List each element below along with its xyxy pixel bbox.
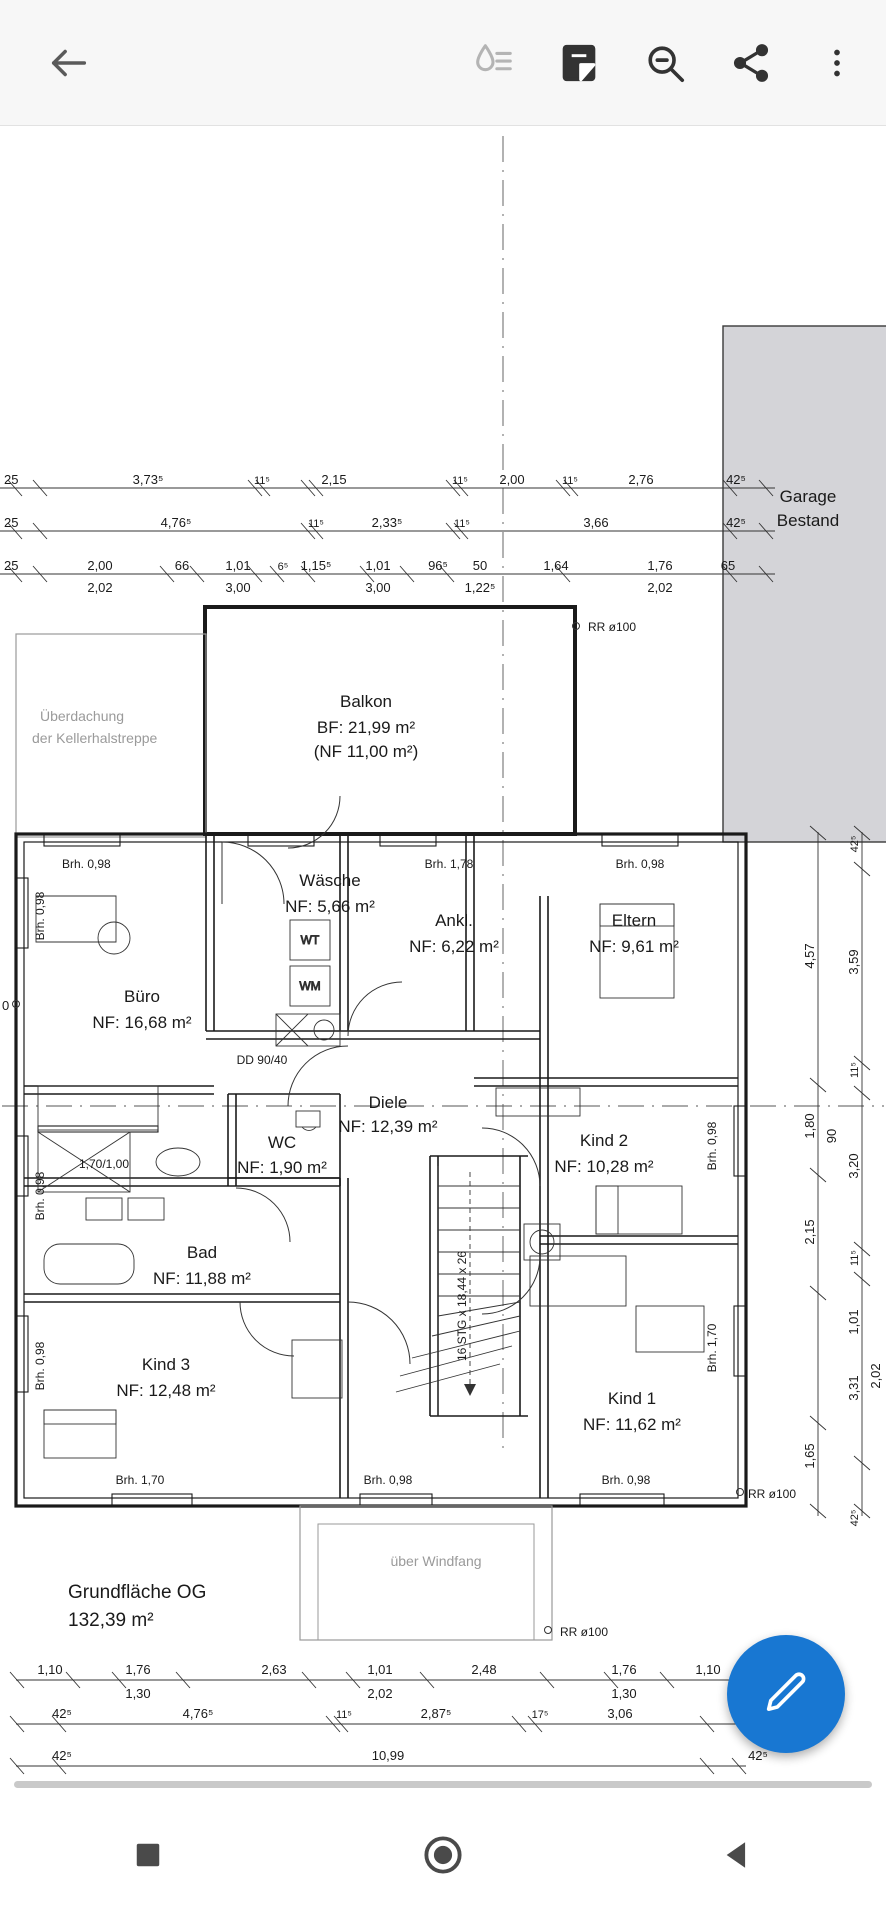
dim-top2-4: 11⁵	[454, 518, 470, 530]
dim-right2-4: 11⁵	[849, 1250, 861, 1266]
dim-top3b-3: 1,22⁵	[464, 580, 496, 595]
dim-bot3-1: 10,99	[371, 1748, 405, 1763]
dim-bot1-0: 1,10	[37, 1662, 63, 1677]
dim-bot2-1: 4,76⁵	[182, 1706, 214, 1721]
brh-label-7: Brh. 1,70	[705, 1323, 719, 1373]
brh-label-0: Brh. 0,98	[62, 857, 111, 871]
dim-right2-7: 2,02	[868, 1363, 883, 1389]
brh-label-5: Brh. 0,98	[33, 1341, 47, 1391]
dim-top2-2: 11⁵	[308, 518, 324, 530]
brh-label-10: Brh. 0,98	[601, 1473, 651, 1487]
dim-bot1-5: 1,76	[611, 1662, 637, 1677]
dim-bot1-4: 2,48	[471, 1662, 497, 1677]
room-buero-name: Büro	[124, 987, 160, 1006]
dim-top1-7: 2,76	[628, 472, 654, 487]
appliance-label-wt: WT	[300, 933, 320, 947]
brh-label-1: Brh. 1,78	[424, 857, 474, 871]
dim-top3-9: 1,64	[543, 558, 569, 573]
dim-bot3-0: 42⁵	[52, 1748, 72, 1763]
brh-label-6: Brh. 0,98	[705, 1121, 719, 1171]
stair-label: 16 STG x 18,44 x 26	[455, 1250, 469, 1362]
room-balkon-area: BF: 21,99 m²	[316, 718, 416, 737]
room-kind3-area: NF: 12,48 m²	[116, 1381, 216, 1400]
dim-top3b-2: 3,00	[365, 580, 391, 595]
dim-bot3-2: 42⁵	[748, 1748, 768, 1763]
dim-top3-8: 50	[472, 558, 488, 573]
brh-label-3: Brh. 0,98	[33, 891, 47, 941]
circle-home-icon	[422, 1834, 464, 1876]
room-ankl-area: NF: 6,22 m²	[409, 937, 499, 956]
brh-label-8: Brh. 1,70	[115, 1473, 165, 1487]
room-diele-area: NF: 12,39 m²	[338, 1117, 438, 1136]
overflow-menu-button[interactable]	[794, 20, 880, 106]
dim-right2-8: 42⁵	[849, 1509, 861, 1527]
dim-top1-5: 2,00	[499, 472, 525, 487]
dim-top3-7: 96⁵	[428, 558, 448, 573]
dim-top1-1: 3,73⁵	[132, 472, 164, 487]
area-title-line1: Grundfläche OG	[68, 1582, 207, 1603]
windfang-label: über Windfang	[390, 1553, 482, 1569]
home-button[interactable]	[383, 1795, 503, 1915]
room-kind1-name: Kind 1	[607, 1389, 657, 1408]
dim-top3b-0: 2,02	[87, 580, 113, 595]
dim-top2-1: 4,76⁵	[160, 515, 192, 530]
dim-top1-8: 42⁵	[726, 472, 746, 487]
dim-top1-4: 11⁵	[452, 475, 468, 487]
garage-block	[720, 326, 886, 842]
more-vertical-icon	[819, 45, 855, 81]
floorplan-canvas[interactable]	[0, 126, 886, 1788]
garage-label-1: Garage	[779, 487, 837, 506]
room-kind2-area: NF: 10,28 m²	[554, 1157, 654, 1176]
dim-right2-1: 3,59	[846, 949, 861, 975]
room-balkon-name: Balkon	[340, 692, 392, 711]
brh-label-4: Brh. 0,98	[33, 1171, 47, 1221]
page-flip-icon	[557, 41, 601, 85]
room-kind1-area: NF: 11,62 m²	[583, 1415, 681, 1434]
dim-top1-6: 11⁵	[562, 475, 578, 487]
back-nav-button[interactable]	[678, 1795, 798, 1915]
app-bar	[0, 0, 886, 126]
back-button[interactable]	[26, 20, 112, 106]
share-button[interactable]	[708, 20, 794, 106]
room-waesche-area: NF: 5,66 m²	[285, 897, 375, 916]
room-eltern-area: NF: 9,61 m²	[589, 937, 679, 956]
room-ankl-name: Ankl.	[435, 911, 473, 930]
dim-top3-6: 1,01	[365, 558, 391, 573]
left-mark-label: 0	[2, 998, 10, 1013]
brh-label-9: Brh. 0,98	[363, 1473, 413, 1487]
dim-top3b-1: 3,00	[225, 580, 251, 595]
room-diele-name: Diele	[368, 1093, 408, 1112]
dim-top2-3: 2,33⁵	[371, 515, 403, 530]
scroll-indicator[interactable]	[14, 1781, 872, 1788]
dim-bot1b-1: 2,02	[367, 1686, 393, 1701]
dim-bot2-5: 3,06	[607, 1706, 633, 1721]
dim-top3-11: 65	[720, 558, 736, 573]
dim-right2-6: 3,31	[846, 1375, 861, 1401]
measure-tool-button[interactable]	[450, 20, 536, 106]
dim-top1-3: 2,15	[321, 472, 347, 487]
edit-fab-button[interactable]	[727, 1635, 845, 1753]
dim-top2-0: 25	[4, 515, 19, 530]
dim-bot1-3: 1,01	[367, 1662, 393, 1677]
dim-top3-0: 25	[4, 558, 19, 573]
area-title-line2: 132,39 m²	[68, 1610, 154, 1631]
dim-right1-0: 4,57	[802, 943, 817, 969]
dim-top1-0: 25	[4, 472, 19, 487]
dim-top2-6: 42⁵	[726, 515, 746, 530]
dim-top3-5: 1,15⁵	[300, 558, 332, 573]
search-zoom-icon	[642, 40, 688, 86]
dim-right2-3: 3,20	[846, 1153, 861, 1179]
room-balkon-extra: (NF 11,00 m²)	[313, 742, 419, 761]
dim-top2-5: 3,66	[583, 515, 609, 530]
triangle-back-icon	[721, 1838, 755, 1872]
brh-label-2: Brh. 0,98	[615, 857, 665, 871]
dim-top3-3: 1,01	[225, 558, 251, 573]
dim-right2-0: 42⁵	[849, 835, 861, 853]
dim-right1-3: 1,65	[802, 1443, 817, 1469]
dim-right2-5: 1,01	[846, 1309, 861, 1335]
dim-bot2-4: 17⁵	[531, 1709, 549, 1721]
garage-label-2: Bestand	[776, 511, 840, 530]
dim-top3-2: 66	[174, 558, 190, 573]
rr-label-1: RR ø100	[588, 620, 637, 634]
dim-bot2-3: 2,87⁵	[420, 1706, 452, 1721]
dim-bot1b-0: 1,30	[125, 1686, 151, 1701]
page-flip-button[interactable]	[536, 20, 622, 106]
dim-right1b-0: 90	[824, 1128, 839, 1144]
canopy-label-2: der Kellerhalstreppe	[32, 730, 158, 746]
dim-bot2-2: 11⁵	[336, 1709, 352, 1721]
dim-top3-10: 1,76	[647, 558, 673, 573]
system-nav-bar	[0, 1788, 886, 1920]
dim-top3b-4: 2,02	[647, 580, 673, 595]
room-kind2-name: Kind 2	[579, 1131, 629, 1150]
search-button[interactable]	[622, 20, 708, 106]
arrow-left-icon	[46, 40, 92, 86]
room-wc-area: NF: 1,90 m²	[237, 1158, 327, 1177]
dim-right2-2: 11⁵	[849, 1062, 861, 1078]
dim-top1-2: 11⁵	[254, 475, 270, 487]
room-buero-area: NF: 16,68 m²	[92, 1013, 192, 1032]
room-wc-name: WC	[267, 1133, 297, 1152]
share-icon	[729, 41, 773, 85]
room-waesche-name: Wäsche	[299, 871, 361, 890]
dim-bot2-0: 42⁵	[52, 1706, 72, 1721]
dim-right1-1: 1,80	[802, 1113, 817, 1139]
canopy-label-1: Überdachung	[40, 708, 125, 724]
room-eltern-name: Eltern	[611, 911, 657, 930]
floorplan-drawing	[0, 126, 886, 1788]
dim-bot1-6: 1,10	[695, 1662, 721, 1677]
room-kind3-name: Kind 3	[141, 1355, 191, 1374]
dim-top3-1: 2,00	[87, 558, 113, 573]
appliance-label-wm: WM	[299, 979, 321, 993]
room-bad-area: NF: 11,88 m²	[153, 1269, 251, 1288]
rr-label-2: RR ø100	[748, 1487, 797, 1501]
shower-label: 1,70/1,00	[78, 1157, 130, 1171]
layers-measure-icon	[470, 40, 516, 86]
recents-button[interactable]	[88, 1795, 208, 1915]
dim-bot1-1: 1,76	[125, 1662, 151, 1677]
dim-top3-4: 6⁵	[277, 561, 289, 573]
square-recents-icon	[133, 1840, 163, 1870]
pencil-edit-icon	[760, 1668, 812, 1720]
dim-bot1-2: 2,63	[261, 1662, 287, 1677]
rr-label-3: RR ø100	[560, 1625, 609, 1639]
dim-right1-2: 2,15	[802, 1219, 817, 1245]
dim-bot1b-2: 1,30	[611, 1686, 637, 1701]
dd-label: DD 90/40	[236, 1053, 288, 1067]
room-bad-name: Bad	[186, 1243, 218, 1262]
